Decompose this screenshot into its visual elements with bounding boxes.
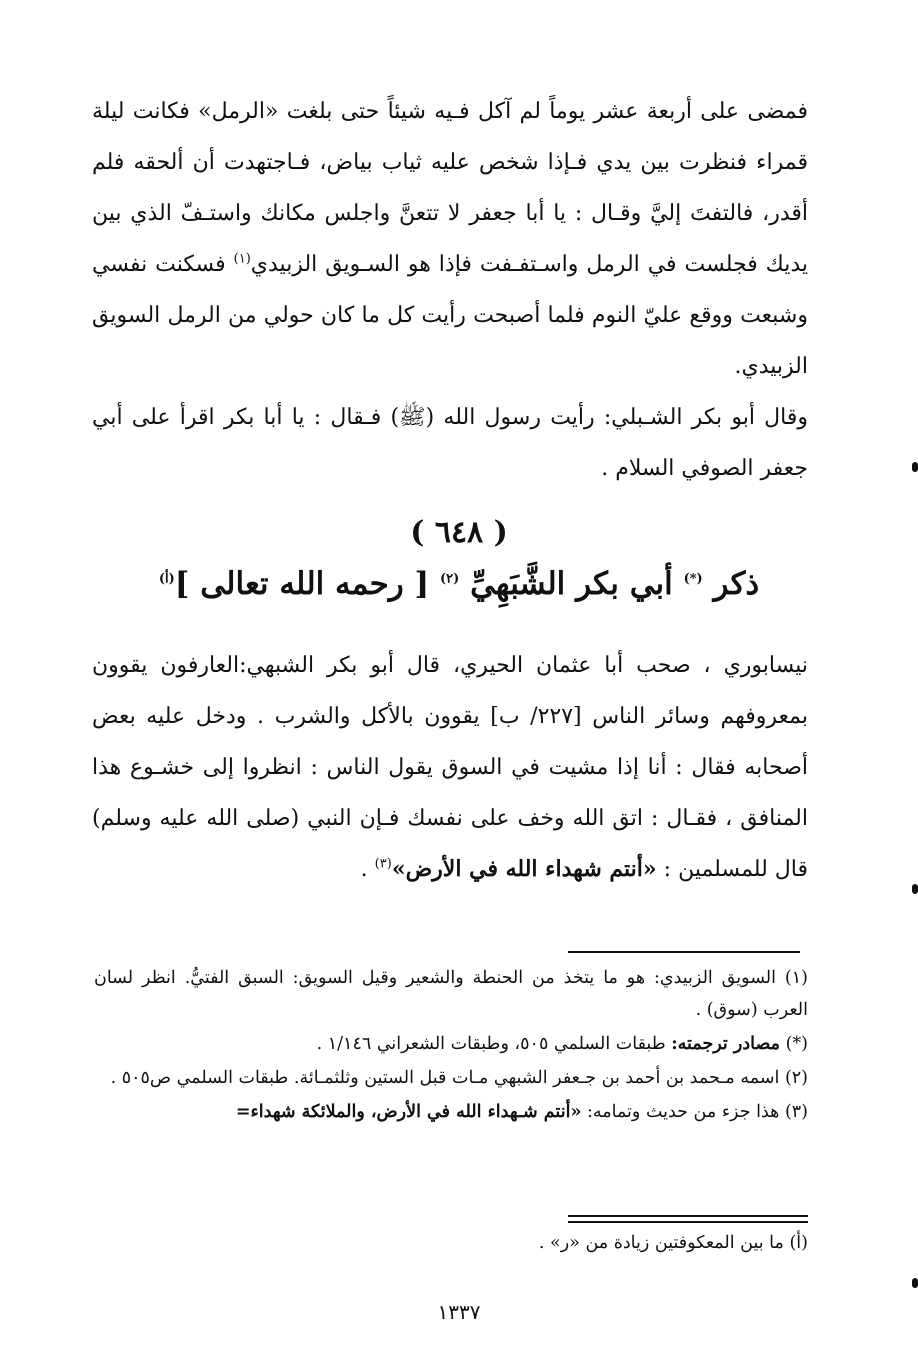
footnote-1 — [94, 962, 808, 1026]
footnote-3-number: (٣) — [784, 1102, 808, 1122]
title-suffix: [ رحمه الله تعالى ] — [174, 566, 430, 602]
footnote-a-number: (أ) — [789, 1233, 808, 1253]
paragraph-3-end: . — [360, 857, 375, 882]
footnote-star-bold: مصادر ترجمته: — [671, 1034, 781, 1054]
title-mark-2[interactable]: (٢) — [439, 571, 460, 587]
paragraph-1-text: فمضى على أربعة عشر يوماً لم آكل فـيه شيئاً حتى بلغت «الرمل» فكانت ليلة قمراء فنظرت بين يدي فـإذا شخص عليه ثياب بياض، فـاجتهدت أن ألحقه فلم أقدر، فالتفتَ إليَّ وقـال : يا أبا جعفر لا تتعنَّ واجلس مكانك واستـفّ الذي بين يديك فجلست في الرمل واسـتفـفت فإذا هو السـويق الزبيدي — [92, 99, 809, 277]
page-number: ١٣٣٧ — [437, 1300, 481, 1324]
paragraph-2 — [92, 392, 808, 494]
title-mark-a[interactable]: (أ) — [158, 571, 175, 587]
footnote-1-text: السويق الزبيدي: هو ما يتخذ من الحنطة والشعير وقيل السويق: السبق الفتيُّ. انظر لسان العرب (سوق) . — [94, 968, 808, 1020]
footnotes — [94, 962, 808, 1130]
paragraph-3 — [92, 640, 808, 895]
paragraph-1-rest: فسكنت نفسي وشبعت ووقع عليّ النوم فلما أصبحت رأيت كل ما كان حولي من الرمل السويق الزبيدي. — [92, 252, 808, 379]
paragraph-3-text: نيسابوري ، صحب أبا عثمان الحيري، قال أبو بكر الشبهي:العارفون يقوون بمعروفهم وسائر الناس [٢٢٧/ ب] يقوون بالأكل والشرب . ودخل عليه بعض أصحابه فقال : أنا إذا مشيت في السوق يقول الناس : انظروا إلى خشـوع هذا المنافق ، فقـال : اتق الله وخف على نفسك فـإن النبي (صلى الله عليه وسلم) قال للمسلمين : — [92, 653, 808, 882]
footnote-double-rule-bottom — [568, 1221, 808, 1223]
footnote-2-number: (٢) — [784, 1068, 808, 1088]
title-mark-star[interactable]: (*) — [683, 571, 703, 587]
footnote-3 — [94, 1096, 808, 1128]
footnote-3-text: هذا جزء من حديث وتمامه: — [581, 1102, 780, 1122]
footnote-star — [94, 1028, 808, 1060]
footnote-2 — [94, 1062, 808, 1094]
section-title — [0, 566, 918, 622]
paragraph-3-quote: «أنتم شهداء الله في الأرض» — [391, 856, 657, 882]
title-prefix: ذكر — [713, 566, 760, 602]
paragraph-1 — [92, 86, 808, 392]
footnote-1-number: (١) — [784, 968, 808, 988]
paragraph-2-text: وقال أبو بكر الشـبلي: رأيت رسول الله (ﷺ) فـقال : يا أبا بكر اقرأ على أبي جعفر الصوفي السلام . — [92, 405, 808, 481]
footnote-2-text: اسمه مـحمد بن أحمد بن جـعفر الشبهي مـات قبل الستين وثلثمـائة. طبقات السلمي ص٥٠٥ . — [110, 1068, 780, 1088]
footnote-a-text: ما بين المعكوفتين زيادة من «ر» . — [538, 1233, 784, 1253]
margin-mark — [912, 884, 918, 894]
footnote-mark-1[interactable]: (١) — [233, 251, 251, 267]
footnote-double-rule-top — [568, 1215, 808, 1217]
editor-footnotes — [94, 1227, 808, 1261]
footnote-star-number: (*) — [785, 1034, 808, 1054]
margin-mark — [912, 462, 918, 472]
section-number: ( ٦٤٨ ) — [410, 515, 508, 550]
footnote-star-text: طبقات السلمي ٥٠٥، وطبقات الشعراني ١/١٤٦ . — [316, 1034, 672, 1054]
footnote-3-bold: «أنتم شـهداء الله في الأرض، والملائكة شهداء= — [235, 1102, 582, 1122]
footnote-divider — [568, 951, 800, 953]
title-name: أبي بكر الشَّبَهِيِّ — [470, 566, 673, 602]
footnote-mark-3[interactable]: (٣) — [374, 856, 392, 872]
footnote-a — [94, 1227, 808, 1259]
margin-mark — [912, 1278, 918, 1288]
